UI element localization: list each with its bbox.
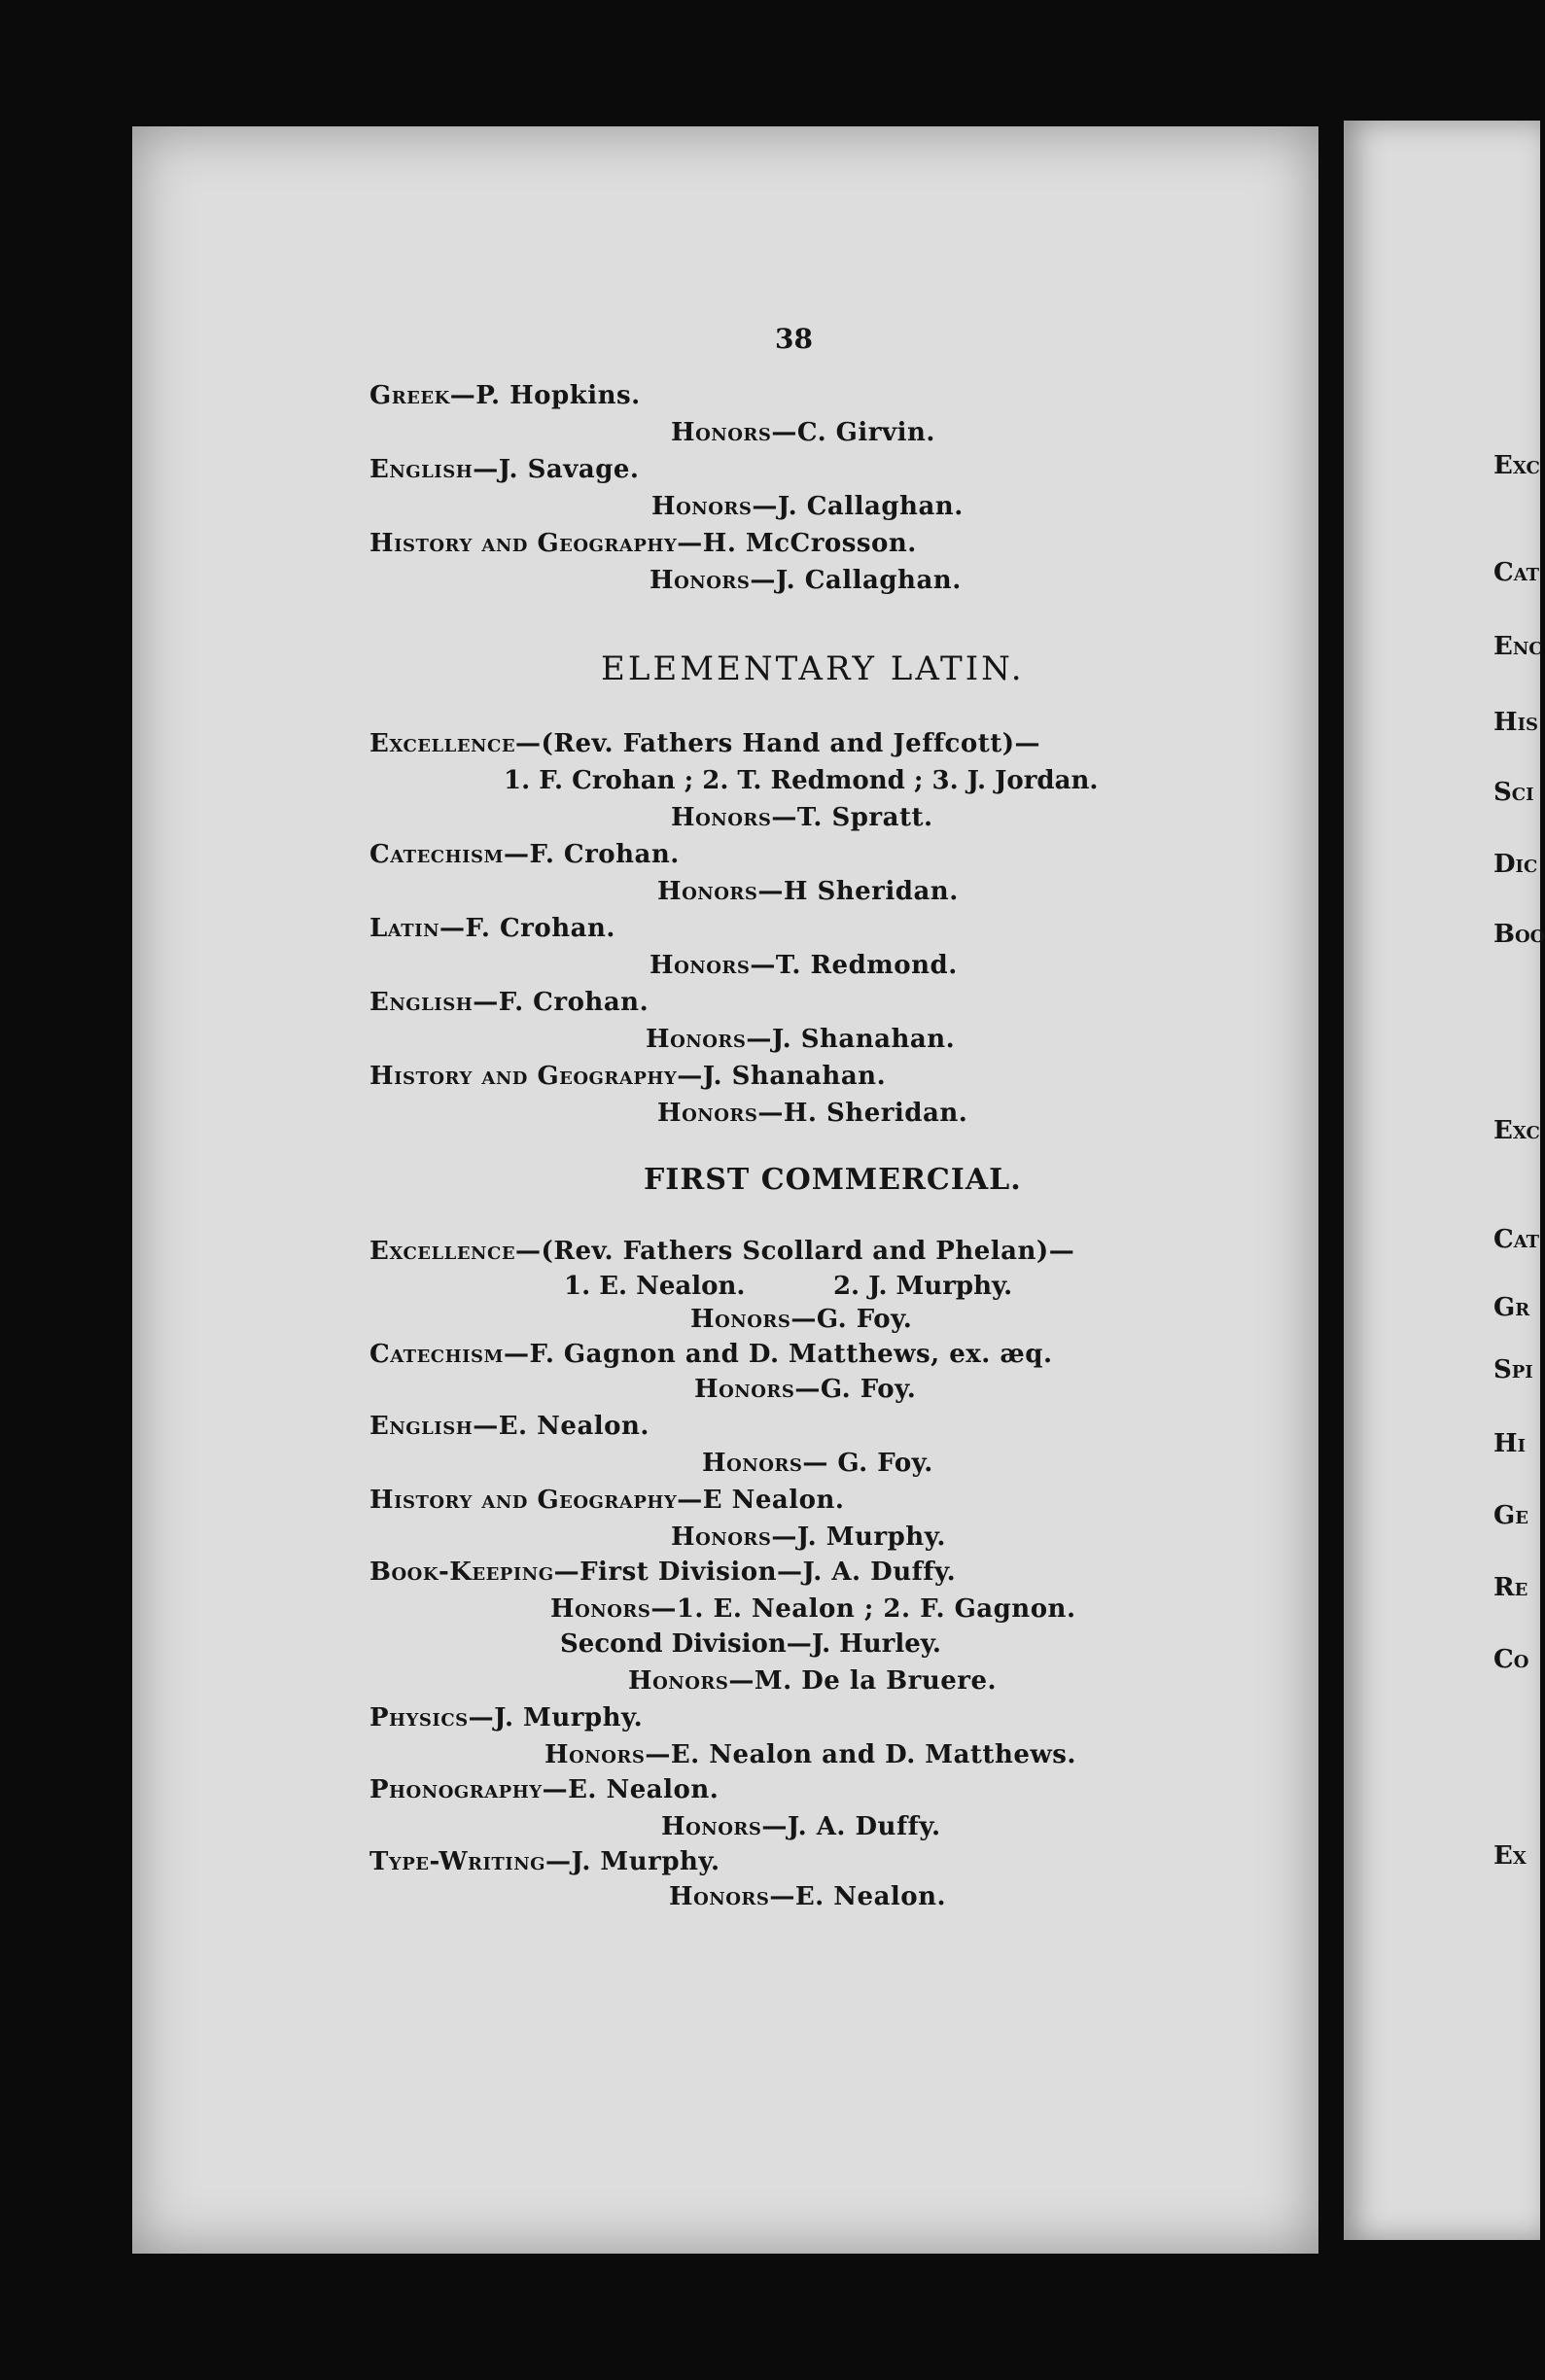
right-fragment: Hi <box>1493 1429 1526 1458</box>
fc-english-honors-line: Honors— G. Foy. <box>702 1449 933 1478</box>
right-fragment: Ge <box>1493 1501 1528 1530</box>
right-fragment: Exc <box>1493 451 1540 480</box>
el-catechism-honors-line: Honors—H Sheridan. <box>657 877 959 906</box>
el-latin-line: Latin—F. Crohan. <box>369 914 615 943</box>
fc-rank-line: 1. E. Nealon. 2. J. Murphy. <box>564 1272 1013 1301</box>
el-english-line: English—F. Crohan. <box>369 988 650 1017</box>
greek-line: Greek—P. Hopkins. <box>369 381 641 410</box>
right-fragment: Dic <box>1493 850 1538 879</box>
elementary-latin-heading: ELEMENTARY LATIN. <box>601 649 1025 688</box>
el-latin-honors-line: Honors—T. Redmond. <box>650 951 958 980</box>
fc-bookkeeping-line: Book-Keeping—First Division—J. A. Duffy. <box>369 1558 957 1587</box>
el-excellence-honors-line: Honors—T. Spratt. <box>671 803 933 832</box>
history-geography-line: History and Geography—H. McCrosson. <box>369 529 917 558</box>
right-fragment: Cat <box>1493 1225 1540 1254</box>
fc-excellence-line: Excellence—(Rev. Fathers Scollard and Phelan)— <box>369 1237 1075 1266</box>
fc-bookkeeping-honors-line: Honors—1. E. Nealon ; 2. F. Gagnon. <box>550 1594 1076 1624</box>
fc-catechism-honors-line: Honors—G. Foy. <box>694 1375 917 1404</box>
right-fragment: Enc <box>1493 632 1543 661</box>
fc-physics-line: Physics—J. Murphy. <box>369 1703 644 1732</box>
fc-excellence-honors-line: Honors—G. Foy. <box>690 1305 913 1334</box>
right-fragment: Ex <box>1493 1841 1527 1871</box>
fc-typewriting-honors-line: Honors—E. Nealon. <box>669 1882 947 1911</box>
el-catechism-line: Catechism—F. Crohan. <box>369 840 680 869</box>
fc-second-division-honors-line: Honors—M. De la Bruere. <box>628 1666 998 1696</box>
right-page <box>1344 121 1540 2240</box>
right-fragment: Exc <box>1493 1116 1540 1145</box>
fc-typewriting-line: Type-Writing—J. Murphy. <box>369 1847 720 1876</box>
right-fragment: Spi <box>1493 1355 1533 1384</box>
greek-honors-line: Honors—C. Girvin. <box>671 418 935 447</box>
right-fragment: His <box>1493 708 1538 737</box>
english-honors-line: Honors—J. Callaghan. <box>651 492 964 521</box>
fc-second-division-line: Second Division—J. Hurley. <box>560 1629 941 1659</box>
fc-catechism-line: Catechism—F. Gagnon and D. Matthews, ex. æq. <box>369 1340 1053 1369</box>
right-fragment: Co <box>1493 1645 1529 1674</box>
right-fragment: Gr <box>1493 1293 1530 1322</box>
el-english-honors-line: Honors—J. Shanahan. <box>646 1025 956 1054</box>
fc-history-geography-line: History and Geography—E Nealon. <box>369 1486 845 1515</box>
page-number: 38 <box>775 323 813 355</box>
el-excellence-line: Excellence—(Rev. Fathers Hand and Jeffcott)— <box>369 729 1041 758</box>
fc-physics-honors-line: Honors—E. Nealon and D. Matthews. <box>544 1740 1076 1769</box>
right-fragment: Re <box>1493 1573 1528 1602</box>
first-commercial-heading: FIRST COMMERCIAL. <box>644 1163 1022 1197</box>
right-fragment: Cat <box>1493 558 1540 587</box>
history-geography-honors-line: Honors—J. Callaghan. <box>650 566 962 595</box>
fc-history-geography-honors-line: Honors—J. Murphy. <box>671 1522 946 1552</box>
el-rank-line: 1. F. Crohan ; 2. T. Redmond ; 3. J. Jordan. <box>504 766 1099 795</box>
fc-phonography-line: Phonography—E. Nealon. <box>369 1775 720 1804</box>
el-history-geography-line: History and Geography—J. Shanahan. <box>369 1062 887 1091</box>
fc-english-line: English—E. Nealon. <box>369 1412 650 1441</box>
el-history-geography-honors-line: Honors—H. Sheridan. <box>657 1099 968 1128</box>
english-line: English—J. Savage. <box>369 455 640 484</box>
right-fragment: Sci <box>1493 778 1534 807</box>
fc-phonography-honors-line: Honors—J. A. Duffy. <box>661 1812 941 1841</box>
right-fragment: Boo <box>1493 920 1545 949</box>
